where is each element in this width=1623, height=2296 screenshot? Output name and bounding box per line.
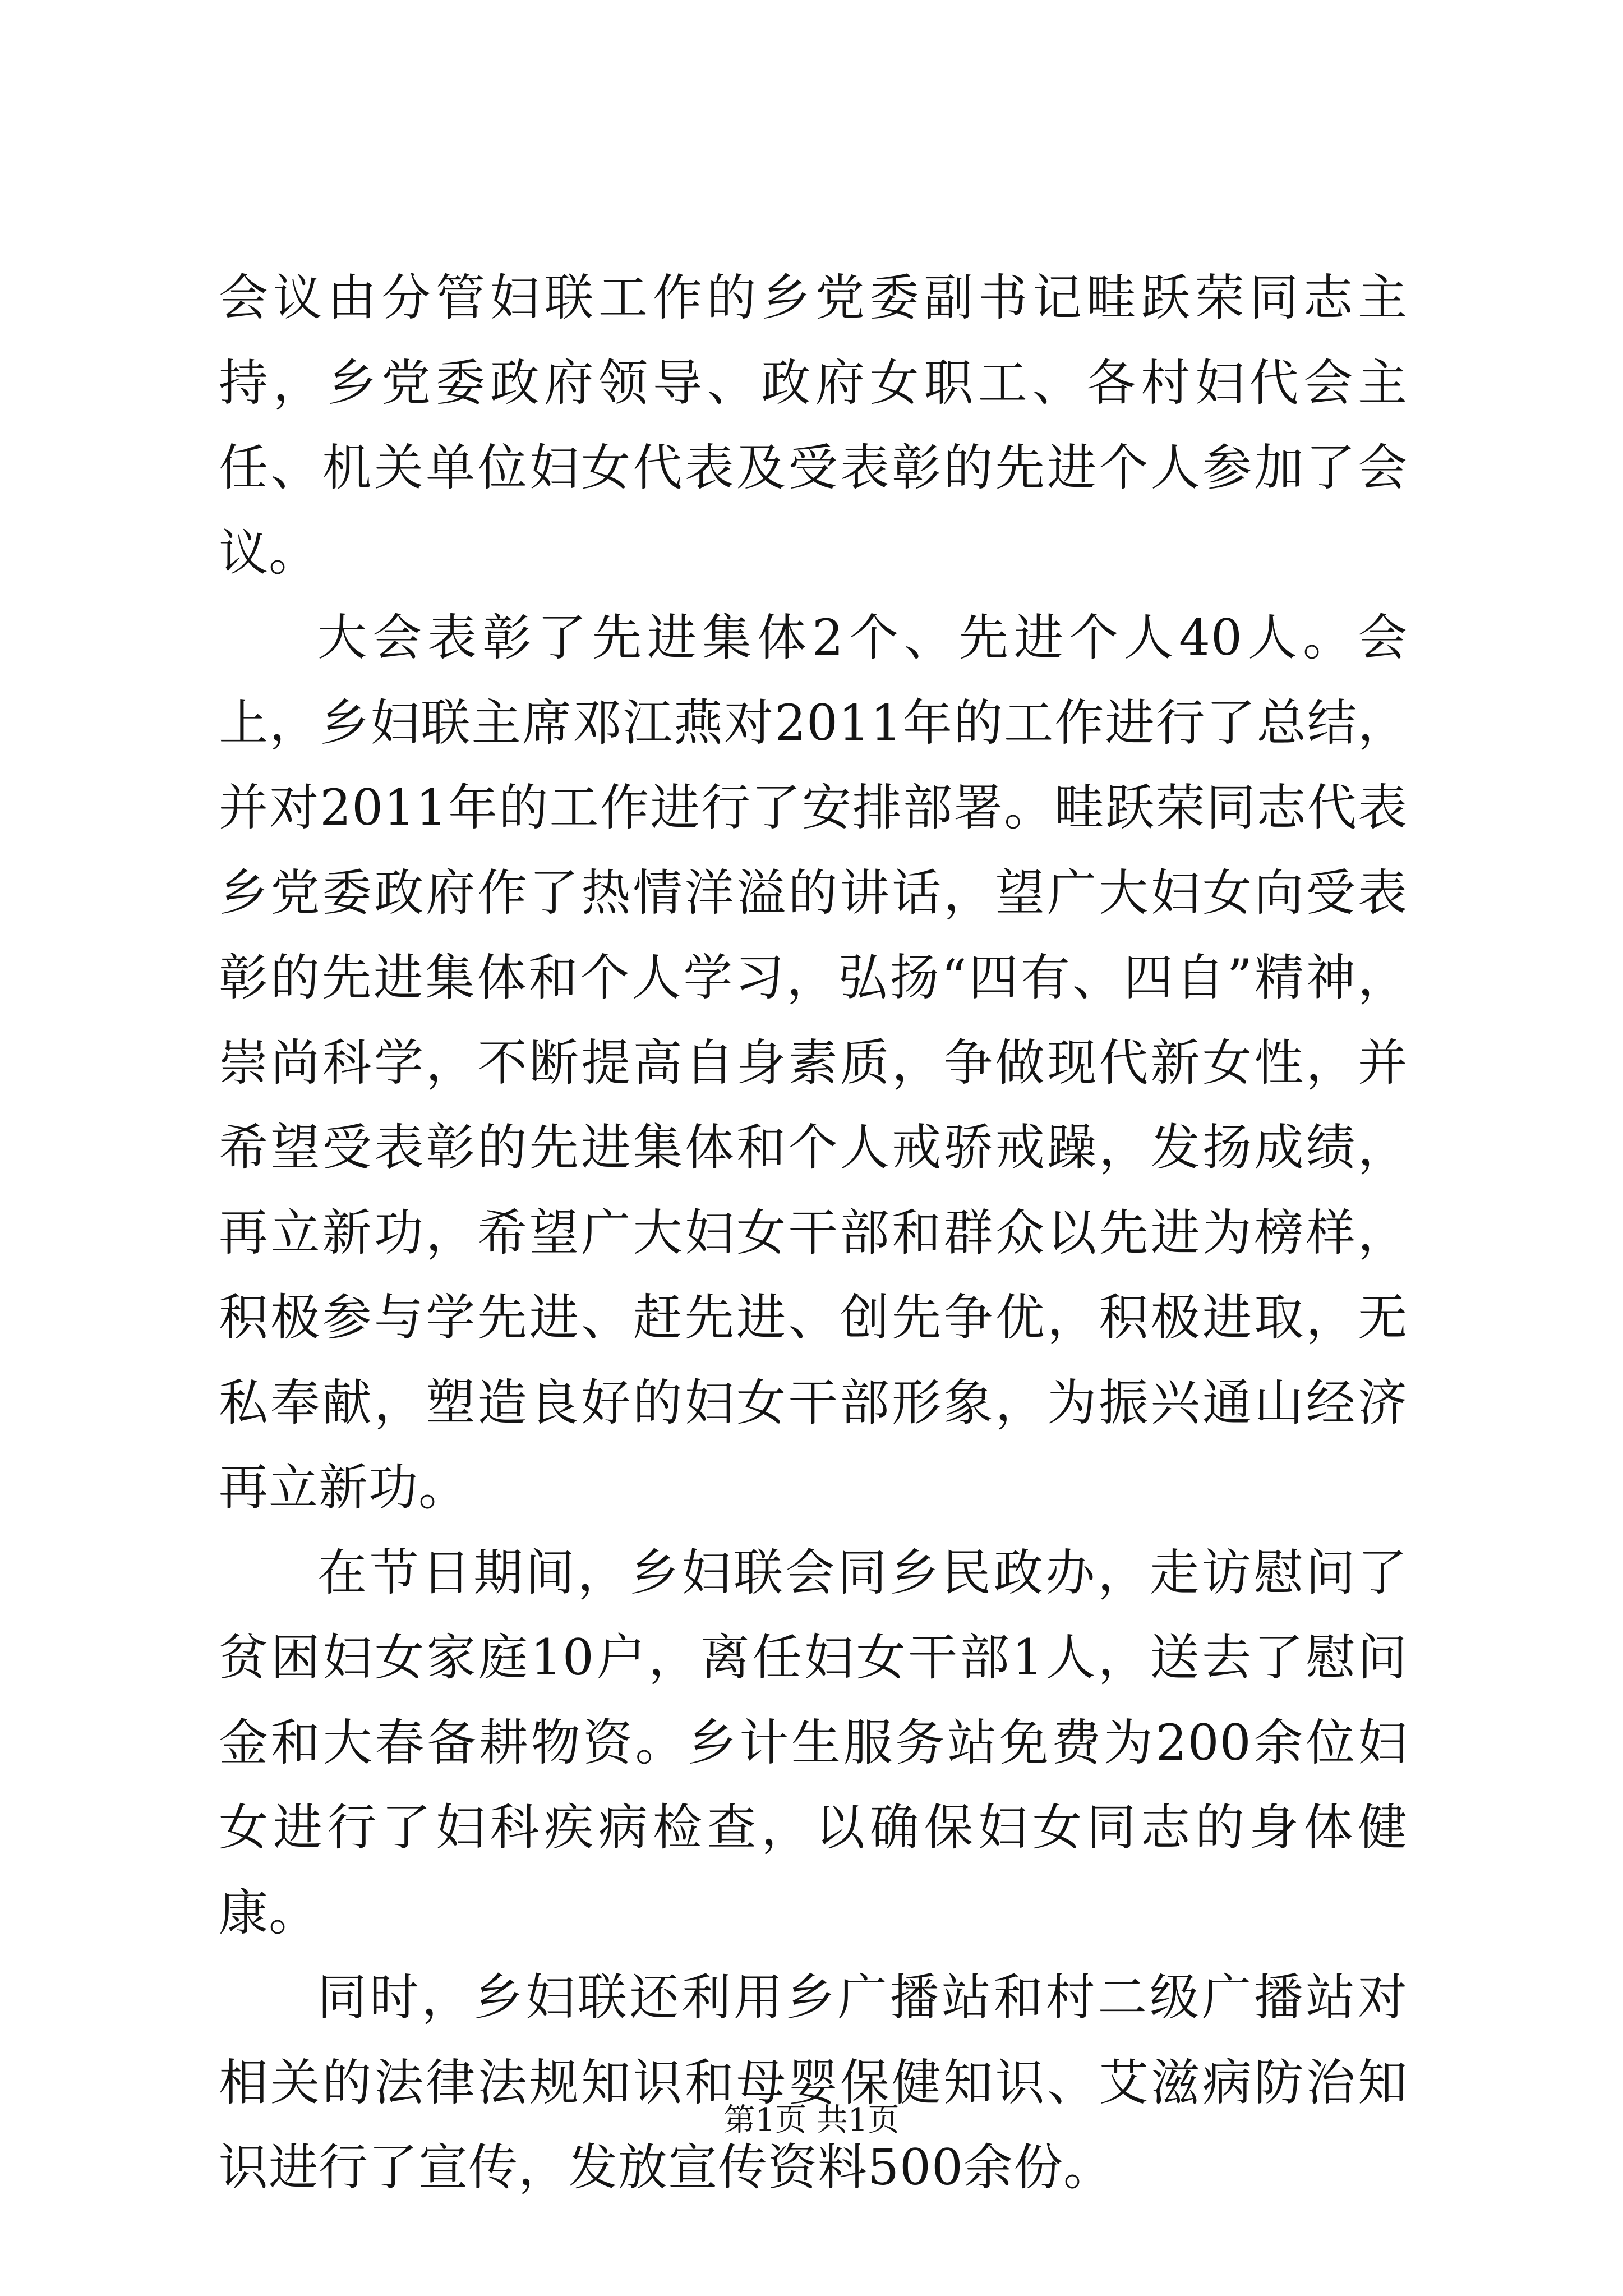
document-body [219, 255, 1408, 2210]
paragraph-2: 大会表彰了先进集体2个、先进个人40人。会上，乡妇联主席邓江燕对2011年的工作进行了总结，并对2011年的工作进行了安排部署。畦跃荣同志代表乡党委政府作了热情洋溢的讲话，望广大妇女向受表彰的先进集体和个人学习，弘扬“四有、四自”精神，崇尚科学，不断提高自身素质，争做现代新女性，并希望受表彰的先进集体和个人戒骄戒躁，发扬成绩，再立新功，希望广大妇女干部和群众以先进为榜样，积极参与学先进、赶先进、创先争优，积极进取，无私奉献，塑造良好的妇女干部形象，为振兴通山经济再立新功。 [219, 609, 1408, 1516]
page-number-footer: 第1页 共1页 [723, 2102, 900, 2138]
paragraph-3: 在节日期间，乡妇联会同乡民政办，走访慰问了贫困妇女家庭10户，离任妇女干部1人，送去了慰问金和大春备耕物资。乡计生服务站免费为200余位妇女进行了妇科疾病检查，以确保妇女同志的身体健康。 [219, 1543, 1408, 1941]
paragraph-1: 会议由分管妇联工作的乡党委副书记畦跃荣同志主持，乡党委政府领导、政府女职工、各村妇代会主任、机关单位妇女代表及受表彰的先进个人参加了会议。 [219, 269, 1408, 582]
paragraph-4: 同时，乡妇联还利用乡广播站和村二级广播站对相关的法律法规知识和母婴保健知识、艾滋病防治知识进行了宣传，发放宣传资料500余份。 [219, 1968, 1408, 2196]
